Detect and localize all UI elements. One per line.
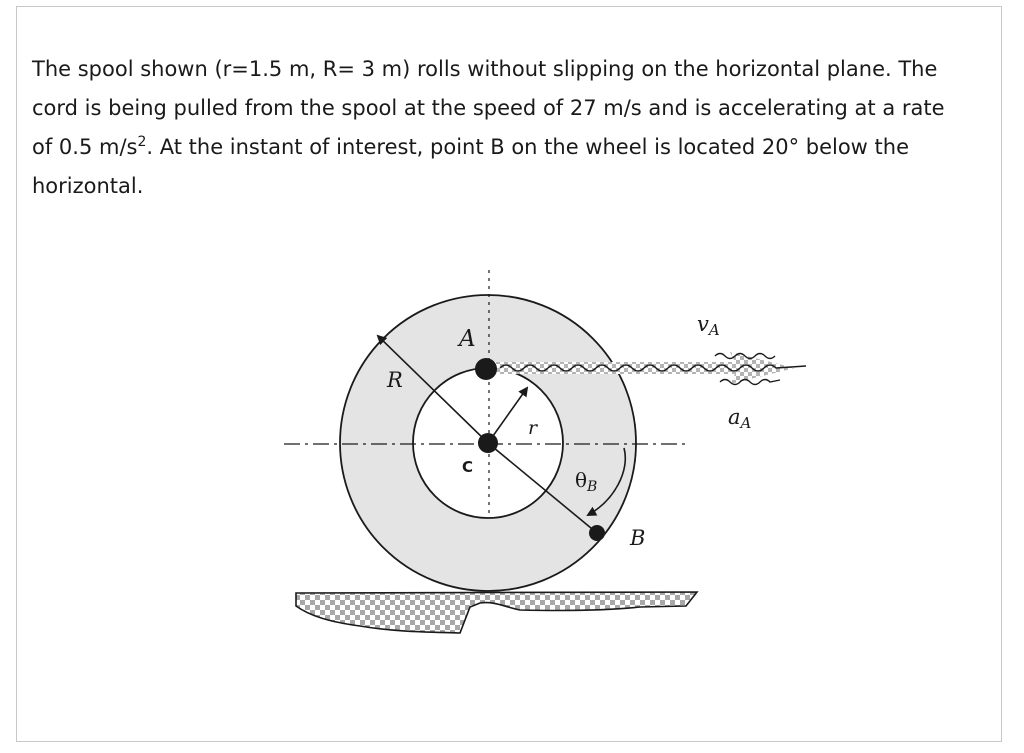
label-a: A: [459, 326, 476, 352]
ground-surface: [296, 592, 697, 633]
label-a-a: [728, 405, 752, 432]
label-r: r: [528, 417, 538, 439]
theta-symbol: θ: [575, 468, 588, 492]
label-c: C: [462, 458, 474, 476]
v-symbol: v: [697, 312, 709, 336]
label-b: B: [630, 526, 646, 550]
a-symbol: a: [728, 405, 741, 429]
label-R: R: [387, 368, 403, 392]
problem-text-1: The spool shown (r=1.5 m, R= 3 m) rolls without slipping on the horizontal plane. The cord is being pulled from the spool at the speed of 27 m/s and is accelerating at a rate of 0.5 m/s: [32, 57, 945, 159]
problem-superscript: 2: [137, 134, 147, 150]
theta-subscript: B: [587, 479, 598, 495]
v-subscript: A: [708, 321, 720, 339]
problem-text-2: . At the instant of interest, point B on the wheel is located 20° below the horizontal.: [32, 135, 909, 198]
point-b: [589, 525, 605, 541]
center-c: [478, 433, 498, 453]
point-a: [475, 358, 497, 380]
label-v-a: [697, 312, 720, 339]
acceleration-wave: [720, 380, 780, 385]
a-subscript: A: [740, 414, 752, 432]
